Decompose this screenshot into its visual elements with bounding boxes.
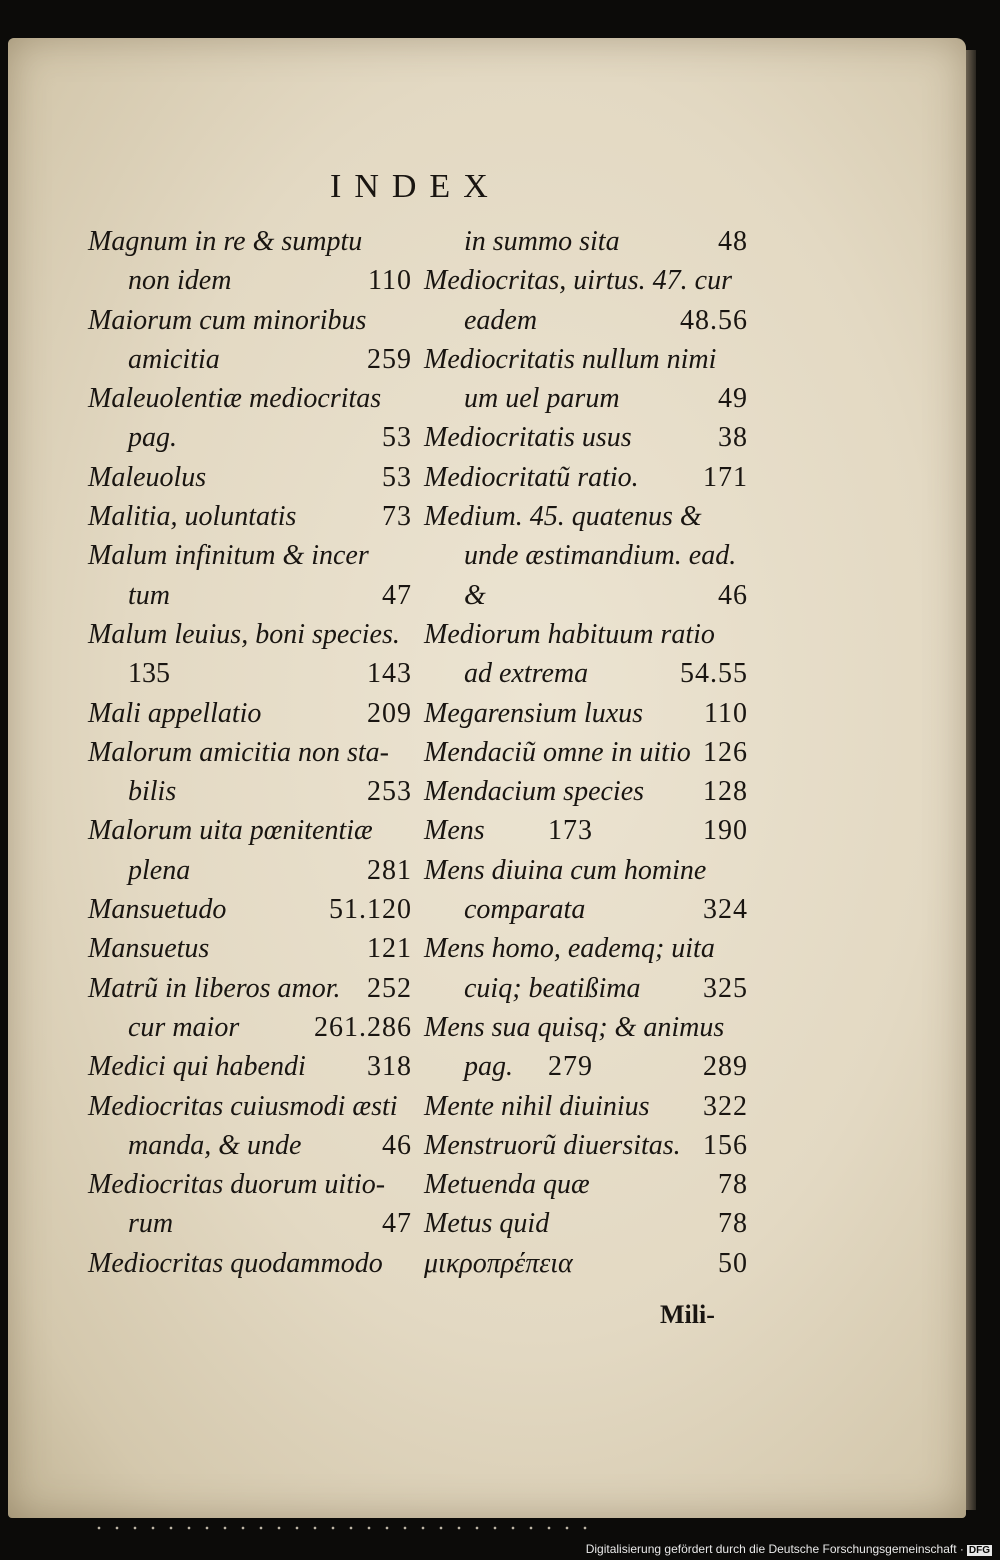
entry-text: Malitia, uoluntatis bbox=[88, 501, 297, 533]
index-entry bbox=[82, 811, 412, 850]
entry-text: Malum infinitum & incer bbox=[88, 540, 369, 572]
index-entry bbox=[418, 418, 748, 457]
entry-page-number: 51.120 bbox=[329, 894, 412, 926]
index-entry bbox=[418, 497, 748, 536]
entry-text: Malum leuius, boni species. bbox=[88, 618, 400, 650]
index-entry bbox=[82, 694, 412, 733]
entry-text: eadem bbox=[464, 304, 538, 336]
index-entry bbox=[418, 772, 748, 811]
entry-page-number: 325 bbox=[703, 972, 748, 1004]
index-entry bbox=[418, 851, 748, 890]
entry-text: Mansuetus bbox=[88, 933, 210, 965]
entry-text: Mens diuina cum homine bbox=[424, 854, 707, 886]
index-entry bbox=[418, 576, 748, 615]
entry-text: Maiorum cum minoribus bbox=[88, 304, 367, 336]
entry-text: non idem bbox=[128, 265, 232, 297]
index-entry bbox=[82, 1047, 412, 1086]
entry-text: μικροπρέπεια bbox=[424, 1247, 573, 1279]
index-entry bbox=[418, 811, 748, 850]
entry-text: cuiq; beatißima bbox=[464, 972, 641, 1004]
index-entry bbox=[418, 1087, 748, 1126]
index-entry bbox=[82, 497, 412, 536]
entry-text: ad extrema bbox=[464, 658, 589, 690]
entry-page-number: 318 bbox=[367, 1051, 412, 1083]
entry-page-number: 49 bbox=[718, 383, 748, 415]
entry-text: Malorum amicitia non sta- bbox=[88, 736, 389, 768]
entry-text: Maleuolus bbox=[88, 461, 207, 493]
entry-page-number: 190 bbox=[703, 815, 748, 847]
entry-text: Menstruorũ diuersitas. bbox=[424, 1129, 681, 1161]
entry-text: Megarensium luxus bbox=[424, 697, 644, 729]
entry-text: Metus quid bbox=[424, 1208, 550, 1240]
entry-text: Medium. 45. quatenus & bbox=[424, 501, 702, 533]
entry-text: in summo sita bbox=[464, 226, 620, 257]
index-entry bbox=[418, 222, 748, 261]
page-edge bbox=[966, 50, 976, 1510]
entry-text: pag. bbox=[464, 1051, 513, 1083]
entry-text: bilis bbox=[128, 776, 177, 808]
entry-page-number: 171 bbox=[703, 461, 748, 493]
entry-page-number: 322 bbox=[703, 1090, 748, 1122]
entry-page-number: 110 bbox=[704, 697, 748, 729]
scan-border-dots bbox=[90, 1526, 590, 1530]
entry-page-number: 54.55 bbox=[680, 658, 748, 690]
index-entry bbox=[418, 301, 748, 340]
entry-text: Mendacium species bbox=[424, 776, 645, 808]
entry-page-number: 38 bbox=[718, 422, 748, 454]
entry-text: Mens sua quisq; & animus bbox=[424, 1011, 725, 1043]
entry-text: Matrũ in liberos amor. bbox=[88, 972, 341, 1004]
index-column-right bbox=[418, 222, 748, 1283]
entry-page-number: 48.56 bbox=[680, 304, 748, 336]
index-entry bbox=[82, 1126, 412, 1165]
index-entry bbox=[82, 418, 412, 457]
index-entry bbox=[82, 340, 412, 379]
entry-page-number: 53 bbox=[382, 461, 412, 493]
entry-page-number: 110 bbox=[368, 265, 412, 297]
entry-text: Mediocritas duorum uitio- bbox=[88, 1169, 386, 1201]
index-entry bbox=[418, 1047, 748, 1086]
entry-text: amicitia bbox=[128, 343, 220, 375]
index-entry bbox=[82, 890, 412, 929]
index-entry bbox=[418, 969, 748, 1008]
index-entry bbox=[82, 929, 412, 968]
entry-text: manda, & unde bbox=[128, 1129, 302, 1161]
index-entry bbox=[82, 536, 412, 575]
index-entry bbox=[82, 969, 412, 1008]
entry-page-number: 156 bbox=[703, 1129, 748, 1161]
entry-page-number: 73 bbox=[382, 501, 412, 533]
index-entry bbox=[82, 222, 412, 261]
footer-text: Digitalisierung gefördert durch die Deutsche Forschungsgemeinschaft · bbox=[585, 1542, 964, 1556]
index-entry bbox=[82, 301, 412, 340]
entry-text: comparata bbox=[464, 894, 586, 926]
entry-text: Malorum uita pœnitentiæ bbox=[88, 815, 373, 847]
index-entry bbox=[418, 379, 748, 418]
entry-text: Mansuetudo bbox=[88, 894, 227, 926]
entry-text: Mens homo, eademq; uita bbox=[424, 933, 715, 965]
index-entry bbox=[82, 379, 412, 418]
entry-page-number: 47 bbox=[382, 579, 412, 611]
entry-page-number: 121 bbox=[367, 933, 412, 965]
entry-page-number: 209 bbox=[367, 697, 412, 729]
entry-page-number: 126 bbox=[703, 736, 748, 768]
index-entry bbox=[418, 1126, 748, 1165]
index-entry bbox=[418, 261, 748, 300]
entry-page-number: 47 bbox=[382, 1208, 412, 1240]
entry-page-number: 281 bbox=[367, 854, 412, 886]
entry-text: Metuenda quæ bbox=[424, 1169, 590, 1201]
index-column-left bbox=[82, 222, 412, 1283]
index-entry bbox=[418, 1008, 748, 1047]
index-entry bbox=[418, 694, 748, 733]
index-entry bbox=[418, 340, 748, 379]
index-entry bbox=[82, 1087, 412, 1126]
entry-text: Mediocritatis nullum nimi bbox=[424, 343, 717, 375]
dfg-logo-icon: DFG bbox=[968, 1545, 990, 1556]
digitization-footer bbox=[586, 1542, 992, 1556]
entry-text: Magnum in re & sumptu bbox=[88, 226, 363, 257]
entry-page-number: 78 bbox=[718, 1169, 748, 1201]
entry-text: Mediocritas cuiusmodi æsti bbox=[88, 1090, 398, 1122]
index-entry bbox=[82, 615, 412, 654]
index-entry bbox=[418, 458, 748, 497]
entry-text: pag. bbox=[128, 422, 177, 454]
index-entry bbox=[418, 1244, 748, 1283]
index-entry bbox=[82, 851, 412, 890]
entry-page-number: 279 bbox=[548, 1051, 593, 1083]
index-entry bbox=[82, 772, 412, 811]
entry-page-number: 143 bbox=[367, 658, 412, 690]
entry-text: 135 bbox=[128, 658, 170, 690]
entry-page-number: 261.286 bbox=[314, 1011, 412, 1043]
entry-page-number: 78 bbox=[718, 1208, 748, 1240]
entry-text: cur maior bbox=[128, 1011, 240, 1043]
catchword: Mili- bbox=[660, 1300, 715, 1329]
entry-text: Mediocritas, uirtus. 47. cur bbox=[424, 265, 732, 297]
entry-page-number: 50 bbox=[718, 1247, 748, 1279]
index-entry bbox=[418, 733, 748, 772]
index-entry bbox=[418, 1165, 748, 1204]
entry-text: um uel parum bbox=[464, 383, 620, 415]
index-entry bbox=[418, 654, 748, 693]
index-entry bbox=[82, 576, 412, 615]
entry-page-number: 48 bbox=[718, 226, 748, 257]
entry-page-number: 253 bbox=[367, 776, 412, 808]
entry-text: rum bbox=[128, 1208, 174, 1240]
entry-page-number: 173 bbox=[548, 815, 593, 847]
entry-page-number: 53 bbox=[382, 422, 412, 454]
entry-text: tum bbox=[128, 579, 170, 611]
entry-page-number: 46 bbox=[718, 579, 748, 611]
index-entry bbox=[82, 733, 412, 772]
index-entry bbox=[82, 1244, 412, 1283]
index-entry bbox=[418, 1204, 748, 1243]
entry-page-number: 324 bbox=[703, 894, 748, 926]
entry-text: plena bbox=[128, 854, 191, 886]
entry-page-number: 252 bbox=[367, 972, 412, 1004]
entry-text: Mens bbox=[424, 815, 485, 847]
entry-text: Mendaciũ omne in uitio bbox=[424, 736, 691, 768]
index-entry bbox=[82, 458, 412, 497]
entry-text: Mediocritatũ ratio. bbox=[424, 461, 639, 493]
entry-text: Mediocritatis usus bbox=[424, 422, 632, 454]
index-entry bbox=[82, 1165, 412, 1204]
index-entry bbox=[82, 654, 412, 693]
entry-page-number: 128 bbox=[703, 776, 748, 808]
entry-text: unde æstimandium. ead. bbox=[464, 540, 737, 572]
index-entry bbox=[418, 615, 748, 654]
entry-text: Mediocritas quodammodo bbox=[88, 1247, 383, 1279]
index-entry bbox=[82, 261, 412, 300]
page-heading: INDEX bbox=[330, 168, 501, 205]
entry-text: Medici qui habendi bbox=[88, 1051, 306, 1083]
index-entry bbox=[418, 929, 748, 968]
entry-page-number: 259 bbox=[367, 343, 412, 375]
entry-text: Maleuolentiæ mediocritas bbox=[88, 383, 382, 415]
entry-page-number: 289 bbox=[703, 1051, 748, 1083]
index-entry bbox=[82, 1204, 412, 1243]
index-entry bbox=[418, 890, 748, 929]
entry-text: Mente nihil diuinius bbox=[424, 1090, 650, 1122]
index-entry bbox=[418, 536, 748, 575]
entry-text: & bbox=[464, 579, 486, 611]
entry-text: Mali appellatio bbox=[88, 697, 262, 729]
entry-text: Mediorum habituum ratio bbox=[424, 618, 715, 650]
index-entry bbox=[82, 1008, 412, 1047]
entry-page-number: 46 bbox=[382, 1129, 412, 1161]
